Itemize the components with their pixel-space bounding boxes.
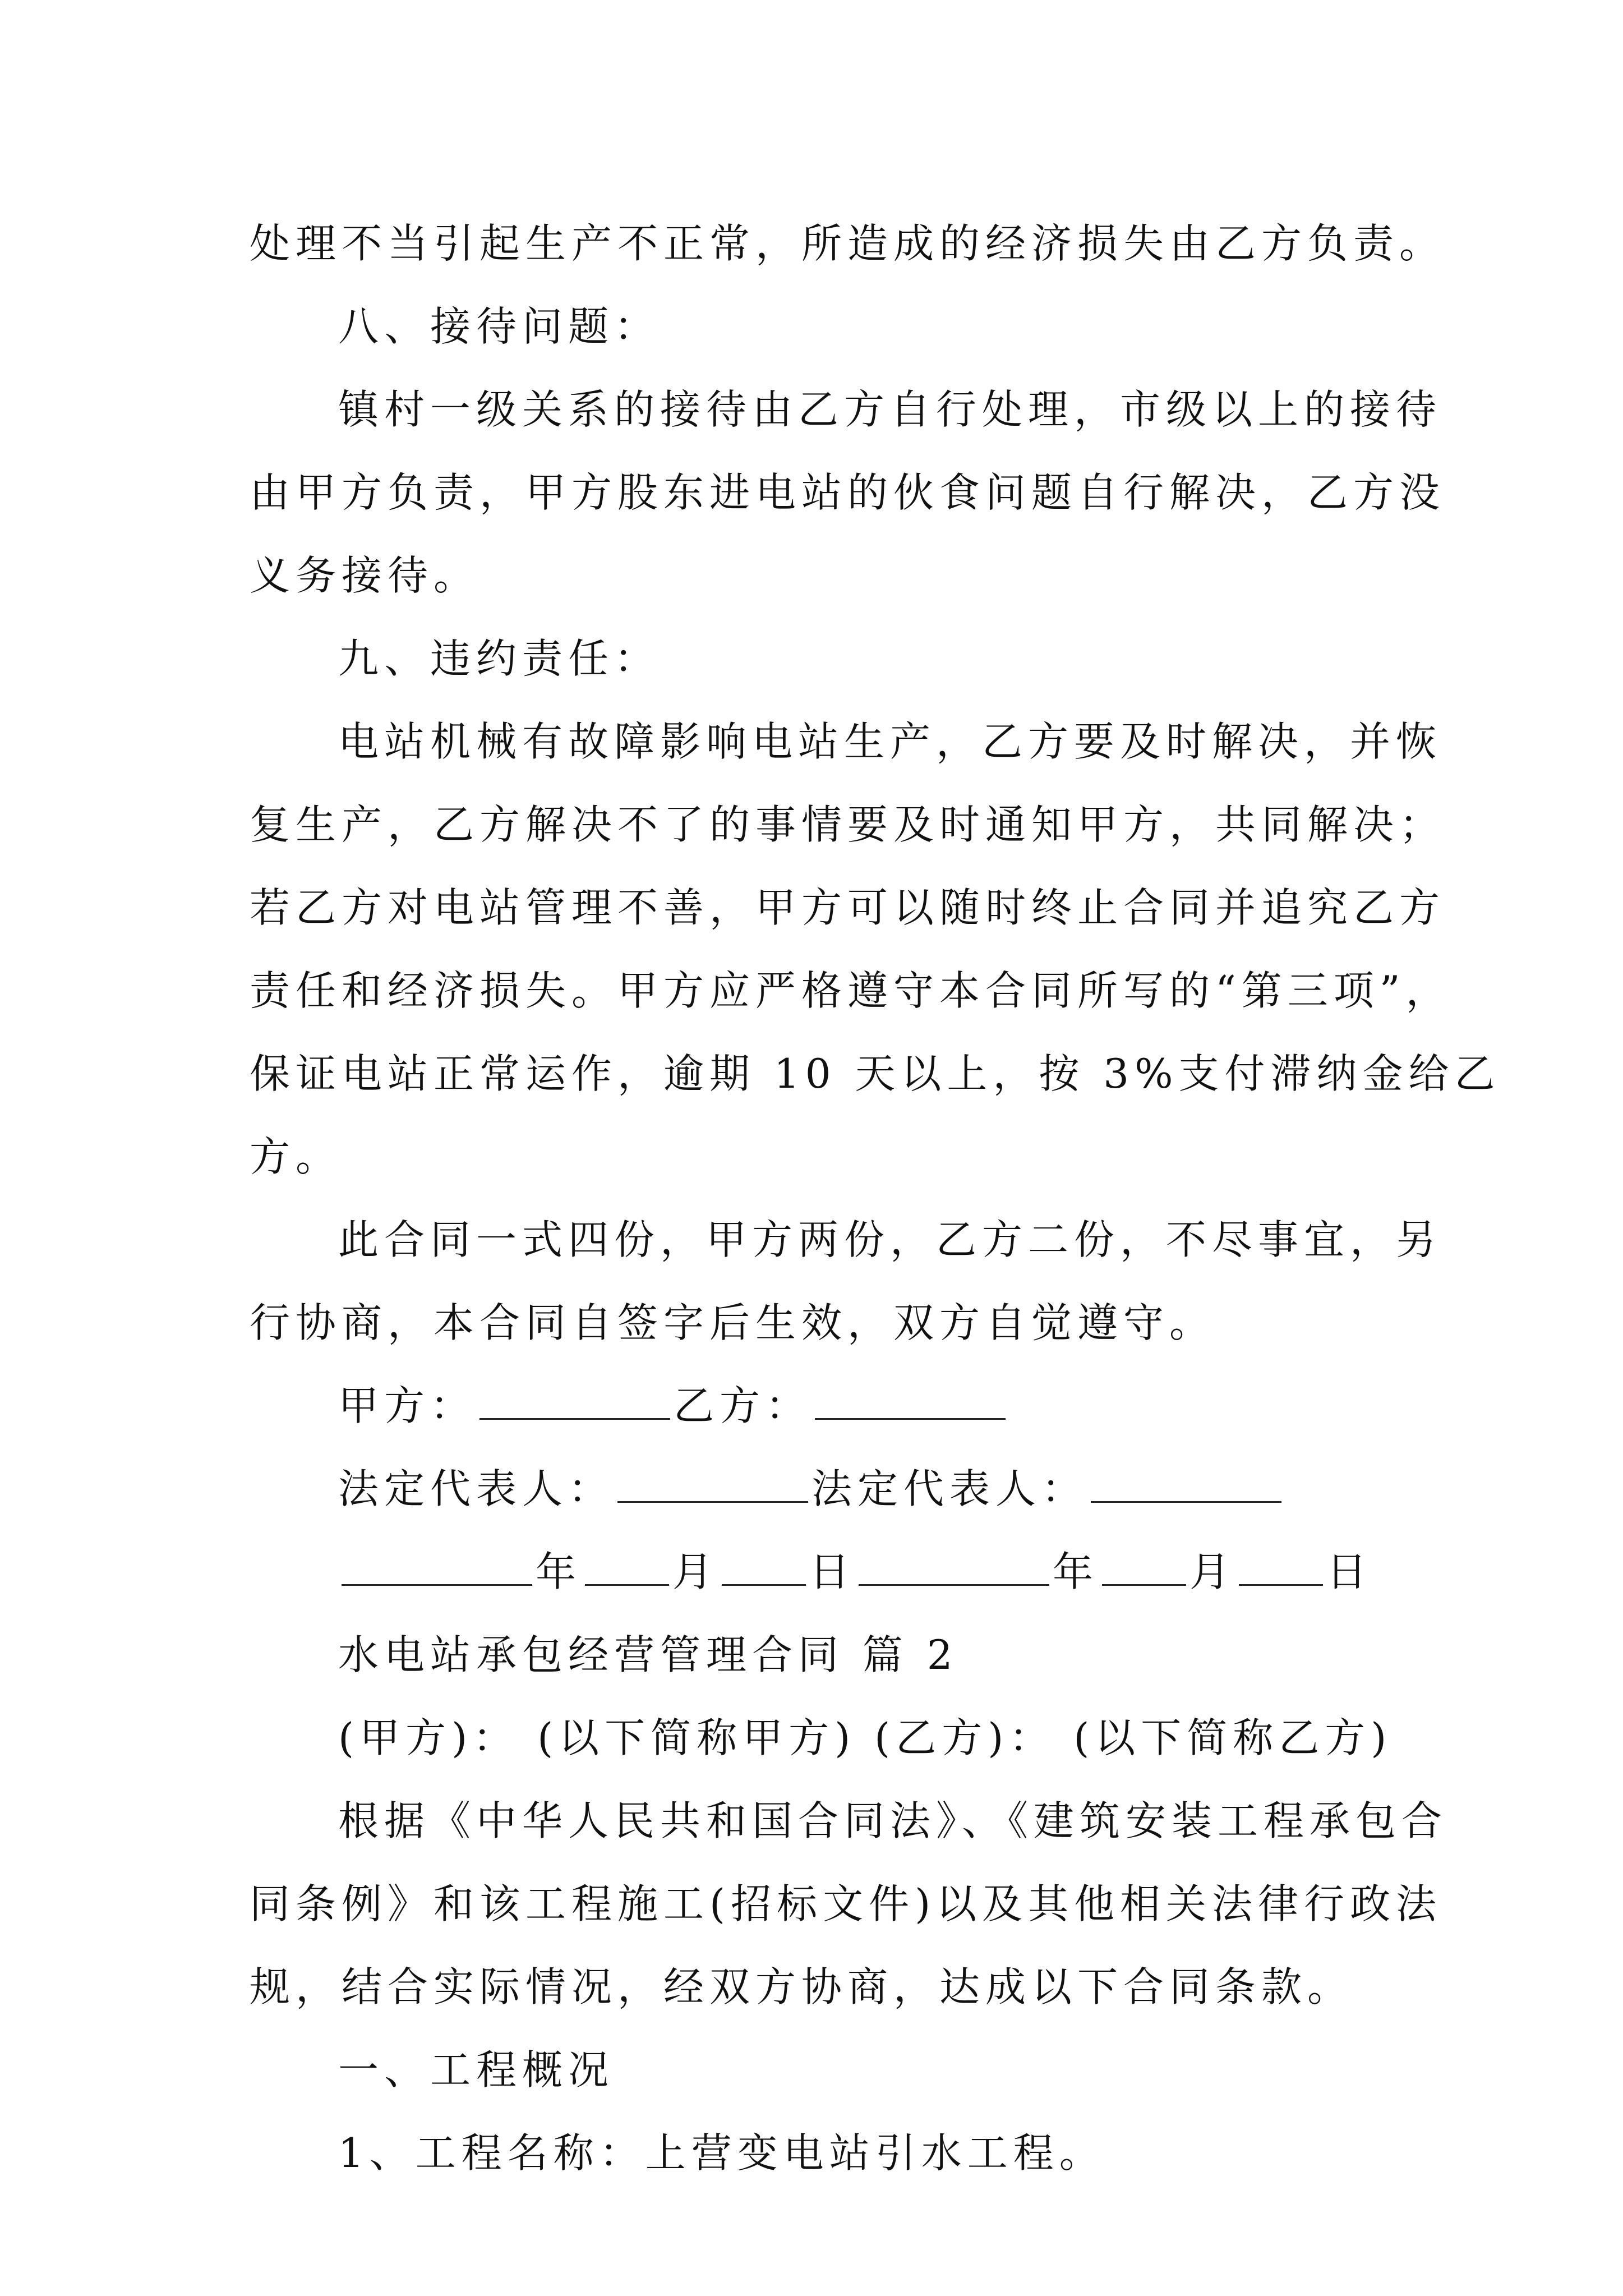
section-heading: 八、接待问题： <box>338 303 661 350</box>
rep-b-blank <box>1091 1466 1281 1503</box>
paragraph-line: 若乙方对电站管理不善，甲方可以随时终止合同并追究乙方 <box>250 884 1446 931</box>
day-label: 日 <box>809 1548 856 1595</box>
paragraph-line: 规，结合实际情况，经双方协商，达成以下合同条款。 <box>250 1963 1354 2010</box>
paragraph-line: 行协商，本合同自签字后生效，双方自觉遵守。 <box>250 1299 1216 1346</box>
paragraph-line: 同条例》和该工程施工(招标文件)以及其他相关法律行政法 <box>250 1880 1442 1927</box>
party-a-blank <box>479 1383 670 1420</box>
rep-b-label: 法定代表人： <box>811 1465 1088 1512</box>
paragraph-line: 义务接待。 <box>250 552 480 599</box>
day-label: 日 <box>1326 1548 1373 1595</box>
rep-a-blank <box>617 1466 808 1503</box>
paragraph-line: 镇村一级关系的接待由乙方自行处理，市级以上的接待 <box>338 386 1442 433</box>
party-b-blank <box>815 1383 1006 1420</box>
year-label: 年 <box>536 1548 582 1595</box>
paragraph-line: 由甲方负责，甲方股东进电站的伙食问题自行解决，乙方没 <box>250 469 1446 516</box>
month-label: 月 <box>1189 1548 1236 1595</box>
paragraph-line: 根据《中华人民共和国合同法》、《建筑安装工程承包合 <box>338 1797 1448 1844</box>
section-heading: 九、违约责任： <box>338 635 661 682</box>
paragraph-line: 1、工程名称：上营变电站引水工程。 <box>338 2129 1105 2177</box>
contract-title: 水电站承包经营管理合同 篇 2 <box>338 1631 958 1678</box>
month-b-blank <box>1102 1549 1186 1586</box>
paragraph-line: 责任和经济损失。甲方应严格遵守本合同所写的“第三项”， <box>250 967 1452 1014</box>
date-line <box>250 1530 1410 1613</box>
day-a-blank <box>722 1549 806 1586</box>
paragraph-line: 保证电站正常运作，逾期 10 天以上，按 3%支付滞纳金给乙 <box>250 1050 1501 1097</box>
month-label: 月 <box>672 1548 719 1595</box>
paragraph-line: 复生产，乙方解决不了的事情要及时通知甲方，共同解决； <box>250 801 1446 848</box>
paragraph-line: 电站机械有故障影响电站生产，乙方要及时解决，并恢 <box>338 718 1442 765</box>
party-b-label: 乙方： <box>674 1382 812 1429</box>
party-signature-line <box>250 1364 1410 1447</box>
year-label: 年 <box>1053 1548 1099 1595</box>
representative-signature-line <box>250 1447 1410 1530</box>
month-a-blank <box>585 1549 669 1586</box>
date-a-blank <box>342 1549 532 1586</box>
document-body <box>250 202 1501 2194</box>
paragraph-line: 方。 <box>250 1133 342 1180</box>
section-heading: 一、工程概况 <box>338 2046 615 2093</box>
party-a-label: 甲方： <box>338 1382 477 1429</box>
rep-a-label: 法定代表人： <box>338 1465 615 1512</box>
paragraph-line: 处理不当引起生产不正常，所造成的经济损失由乙方负责。 <box>250 220 1446 267</box>
paragraph-line: 此合同一式四份，甲方两份，乙方二份，不尽事宜，另 <box>338 1216 1442 1263</box>
date-b-blank <box>859 1549 1049 1586</box>
day-b-blank <box>1239 1549 1323 1586</box>
parties-line: (甲方)： (以下简称甲方) (乙方)： (以下简称乙方) <box>338 1714 1393 1761</box>
